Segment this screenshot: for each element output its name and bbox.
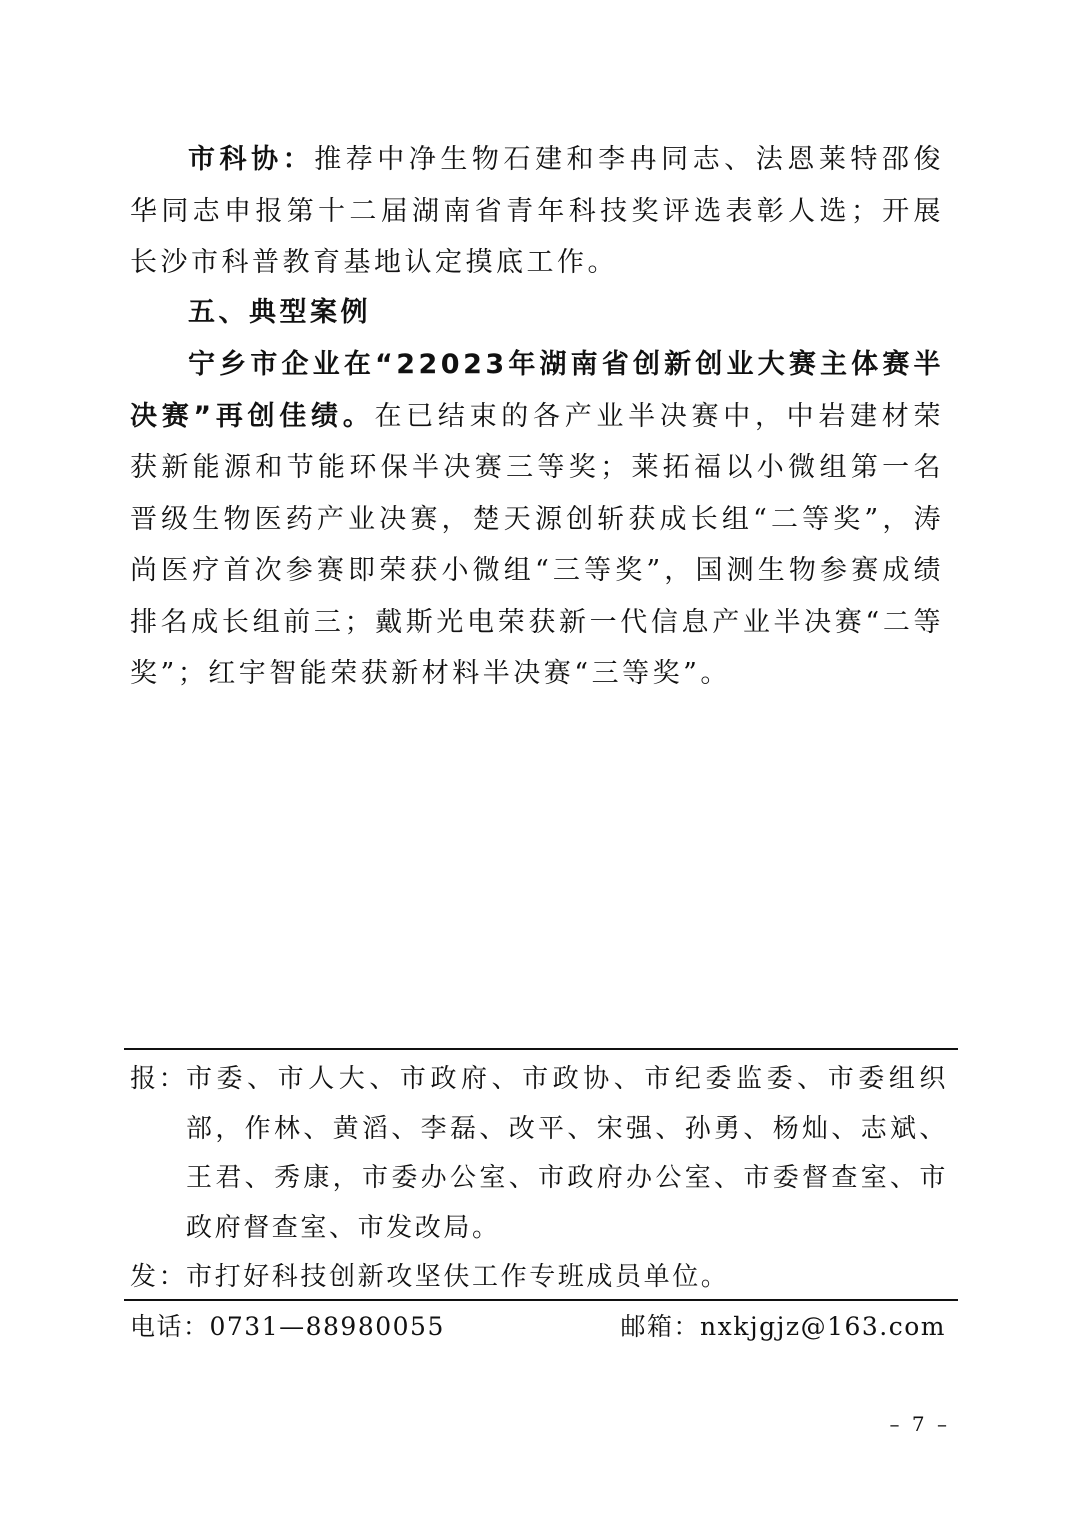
contact-email: 邮箱：nxkjgjz@163.com xyxy=(620,1312,946,1341)
paragraph-kejixie xyxy=(130,134,944,289)
distribution-divider-bottom xyxy=(124,1299,958,1301)
paragraph-lead-kejixie: 市科协： xyxy=(188,144,315,175)
paragraph-text-case: 在已结束的各产业半决赛中，中岩建材荣获新能源和节能环保半决赛三等奖；莱拓福以小微组第一名晋级生物医药产业决赛，楚天源创斩获成长组“二等奖”，涛尚医疗首次参赛即荣获小微组“三等奖”，国测生物参赛成绩排名成长组前三；戴斯光电荣获新一代信息产业半决赛“二等奖”；红宇智能荣获新材料半决赛“三等奖”。 xyxy=(130,400,945,689)
section-heading-typical-cases: 五、典型案例 xyxy=(188,297,371,328)
distribution-send xyxy=(130,1253,948,1303)
contact-footer xyxy=(130,1307,946,1347)
paragraph-lead-case: 宁乡市企业在“22023年湖南省创新创业大赛主体赛半决赛”再创佳绩。 xyxy=(130,349,944,432)
distribution-send-recipients: 市打好科技创新攻坚伕工作专班成员单位。 xyxy=(186,1262,730,1292)
distribution-send-label: 发： xyxy=(130,1262,188,1292)
distribution-divider-top xyxy=(124,1048,958,1050)
distribution-report-label: 报： xyxy=(130,1064,188,1094)
contact-phone: 电话：0731—88980055 xyxy=(130,1312,445,1341)
paragraph-case xyxy=(130,339,944,700)
distribution-report-recipients: 市委、市人大、市政府、市政协、市纪委监委、市委组织部，作林、黄滔、李磊、改平、宋强、孙勇、杨灿、志斌、王君、秀康，市委办公室、市政府办公室、市委督查室、市政府督查室、市发改局。 xyxy=(186,1064,948,1243)
page-number: – 7 – xyxy=(889,1412,950,1436)
distribution-report xyxy=(130,1055,948,1253)
paragraph-text-kejixie: 推荐中净生物石建和李冉同志、法恩莱特邵俊华同志申报第十二届湖南省青年科技奖评选表彰人选；开展长沙市科普教育基地认定摸底工作。 xyxy=(130,144,945,278)
